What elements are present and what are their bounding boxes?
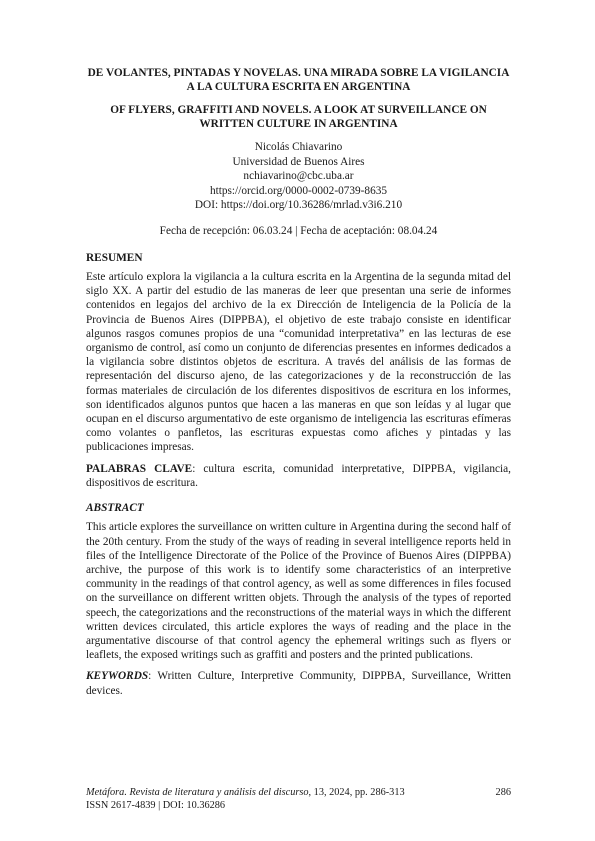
title-english: OF FLYERS, GRAFFITI AND NOVELS. A LOOK AT SURVEILLANCE ON WRITTEN CULTURE IN ARGENTINA bbox=[110, 104, 487, 130]
author-affiliation: Universidad de Buenos Aires bbox=[232, 155, 365, 168]
palabras-clave-label: PALABRAS CLAVE bbox=[86, 462, 193, 475]
footer-citation bbox=[86, 786, 511, 799]
abstract-heading: ABSTRACT bbox=[86, 502, 144, 515]
journal-name: Metáfora. Revista de literatura y análisis del discurso bbox=[86, 787, 309, 798]
keywords bbox=[86, 669, 511, 697]
keywords-text: : Written Culture, Interpretive Community, DIPPBA, Surveillance, Written devices. bbox=[86, 670, 511, 697]
article-front-page bbox=[86, 66, 511, 709]
title-spanish: DE VOLANTES, PINTADAS Y NOVELAS. UNA MIRADA SOBRE LA VIGILANCIA A LA CULTURA ESCRITA EN ARGENTINA bbox=[87, 67, 510, 93]
page-footer bbox=[86, 786, 511, 812]
palabras-clave bbox=[86, 462, 511, 490]
resumen-heading: RESUMEN bbox=[86, 251, 143, 264]
author-block bbox=[86, 140, 511, 213]
keywords-label: KEYWORDS bbox=[86, 670, 149, 683]
footer-issn: ISSN 2617-4839 | DOI: 10.36286 bbox=[86, 800, 226, 811]
resumen-text: Este artículo explora la vigilancia a la cultura escrita en la Argentina de la segunda mitad del siglo XX. A partir del estudio de las maneras de leer que presentan una serie de informes contenidos en legajos del archivo de la ex Dirección de Inteligencia de la Policía de la Provincia de Buenos Aires (DIPPBA), el objetivo de este trabajo consiste en identificar algunos rasgos comunes propios de una “comunidad interpretativa” en las lecturas de ese organismo de control, así como un conjunto de diferencias presentes en informes dedicados a la vigilancia sobre distintos objetos de escritura. A través del análisis de las formas de representación del discurso ajeno, de las categorizaciones y de la reconstrucción de las formas materiales de circulación de los diferentes dispositivos de escritura en los informes, son identificados algunos puntos que hacen a las maneras en que son leídas y al lugar que ocupan en el discurso argumentativo de este organismo de inteligencia las escrituras efímeras como volantes o panfletos, las escrituras expuestas como afiches y pintadas y las publicaciones impresas. bbox=[86, 270, 511, 454]
palabras-clave-text: : cultura escrita, comunidad interpretative, DIPPBA, vigilancia, dispositivos de escritura. bbox=[86, 462, 511, 489]
page-number: 286 bbox=[495, 787, 511, 798]
author-email[interactable]: nchiavarino@cbc.uba.ar bbox=[243, 170, 354, 183]
journal-citation: , 13, 2024, pp. 286-313 bbox=[308, 787, 405, 798]
author-name: Nicolás Chiavarino bbox=[254, 141, 343, 153]
reception-dates: Fecha de recepción: 06.03.24 | Fecha de aceptación: 08.04.24 bbox=[159, 224, 438, 237]
article-doi[interactable]: DOI: https://doi.org/10.36286/mrlad.v3i6.210 bbox=[194, 199, 403, 212]
abstract-text: This article explores the surveillance on written culture in Argentina during the second half of the 20th century. From the study of the ways of reading in several intelligence reports held in files of the Intelligence Directorate of the Police of the Province of Buenos Aires (DIPPBA) archive, the purpose of this work is to identify some characteristics of an interpretive community in the readings of that control agency, as well as some differences in files focused on the surveillance on different written objets. Through the analysis of the types of reported speech, the categorizations and the reconstructions of the material ways in which the different written devices circulated, this article explores the ways of reading and the place in the argumentative discourse of that control agency the ephemeral writings such as flyers or leaflets, the exposed writings such as graffiti and posters and the printed publications. bbox=[86, 521, 511, 662]
author-orcid[interactable]: https://orcid.org/0000-0002-0739-8635 bbox=[209, 184, 388, 197]
